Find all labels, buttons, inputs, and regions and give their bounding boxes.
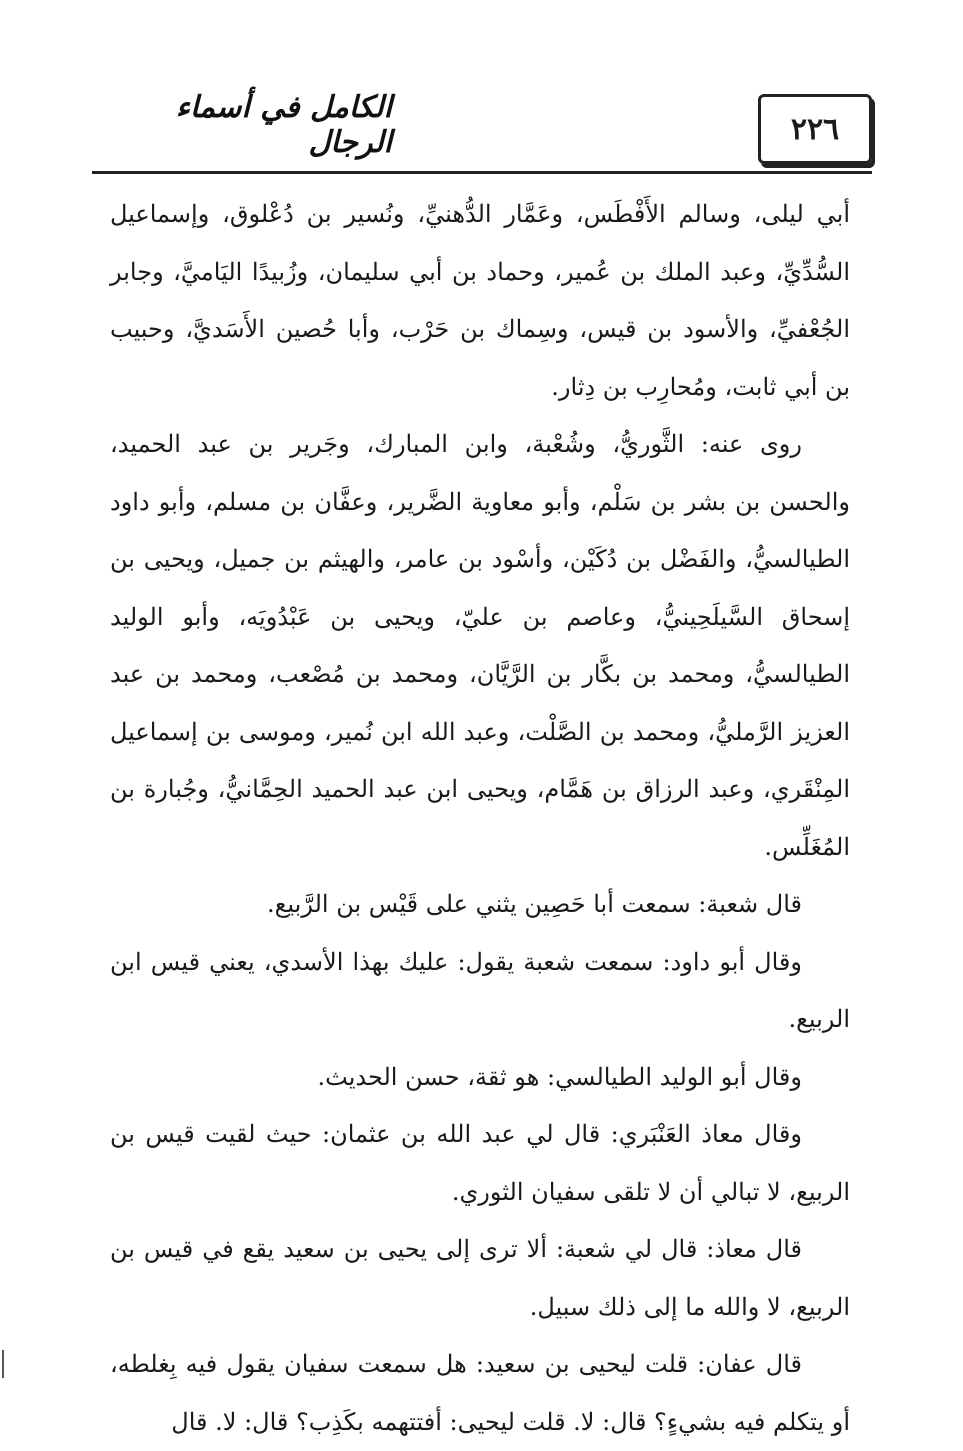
running-title: الكامل في أسماء الرجال bbox=[175, 90, 392, 160]
header-rule bbox=[92, 171, 872, 174]
paragraph-1: أبي ليلى، وسالم الأَفْطَس، وعَمَّار الدُّهنيِّ، ونُسير بن دُعْلوق، وإسماعيل السُّدِّيِّ، وعبد الملك بن عُمير، وحماد بن أبي سليمان، وزُبيدًا اليَاميَّ، وجابر الجُعْفيِّ، والأسود بن قيس، وسِماك بن حَرْب، وأبا حُصين الأَسَديَّ، وحبيب بن أبي ثابت، ومُحارِب بن دِثار. bbox=[110, 200, 850, 401]
paragraph-6: وقال معاذ العَنْبَري: قال لي عبد الله بن عثمان: حيث لقيت قيس بن الربيع، لا تبالي أن لا تلقى سفيان الثوري. bbox=[110, 1120, 850, 1206]
scan-edge-mark bbox=[2, 1350, 4, 1378]
paragraph-5: وقال أبو الوليد الطيالسي: هو ثقة، حسن الحديث. bbox=[317, 1062, 802, 1091]
paragraph-7: قال معاذ: قال لي شعبة: ألا ترى إلى يحيى بن سعيد يقع في قيس بن الربيع، لا والله ما إلى ذلك سبيل. bbox=[110, 1235, 850, 1321]
paragraph-8: قال عفان: قلت ليحيى بن سعيد: هل سمعت سفيان يقول فيه بِغلطه، أو يتكلم فيه بشيءٍ؟ قال: لا. قلت ليحيى: أفتتهمه بكَذِب؟ قال: لا. قال bbox=[110, 1350, 850, 1436]
paragraph-3: قال شعبة: سمعت أبا حَصِين يثني على قَيْس بن الرَّبيع. bbox=[267, 890, 802, 918]
page-header bbox=[92, 88, 872, 174]
body-text bbox=[110, 186, 850, 1451]
paragraph-narrators: روى عنه: الثَّوريُّ، وشُعْبة، وابن المبارك، وجَرير بن عبد الحميد، والحسن بن بشر بن سَلْم، وأبو معاوية الضَّرير، وعفَّان بن مسلم، وأبو داود الطيالسيُّ، والفَضْل بن دُكَيْن، وأسْود بن عامر، والهيثم بن جميل، ويحيى بن إسحاق السَّيلَحِينيُّ، وعاصم بن عليّ، ويحيى بن عَبْدُويَه، وأبو الوليد الطيالسيُّ، ومحمد بن بكَّار بن الرَّيَّان، ومحمد بن مُصْعب، ومحمد بن عبد العزيز الرَّمليُّ، ومحمد بن الصَّلْت، وعبد الله ابن نُمير، وموسى بن إسماعيل المِنْقَري، وعبد الرزاق بن هَمَّام، ويحيى ابن عبد الحميد الحِمَّانيُّ، وجُبارة بن المُغَلِّس. bbox=[110, 430, 850, 861]
page-number: ٢٢٦ bbox=[758, 94, 872, 164]
paragraph-4: وقال أبو داود: سمعت شعبة يقول: عليك بهذا الأسدي، يعني قيس ابن الربيع. bbox=[110, 947, 850, 1033]
